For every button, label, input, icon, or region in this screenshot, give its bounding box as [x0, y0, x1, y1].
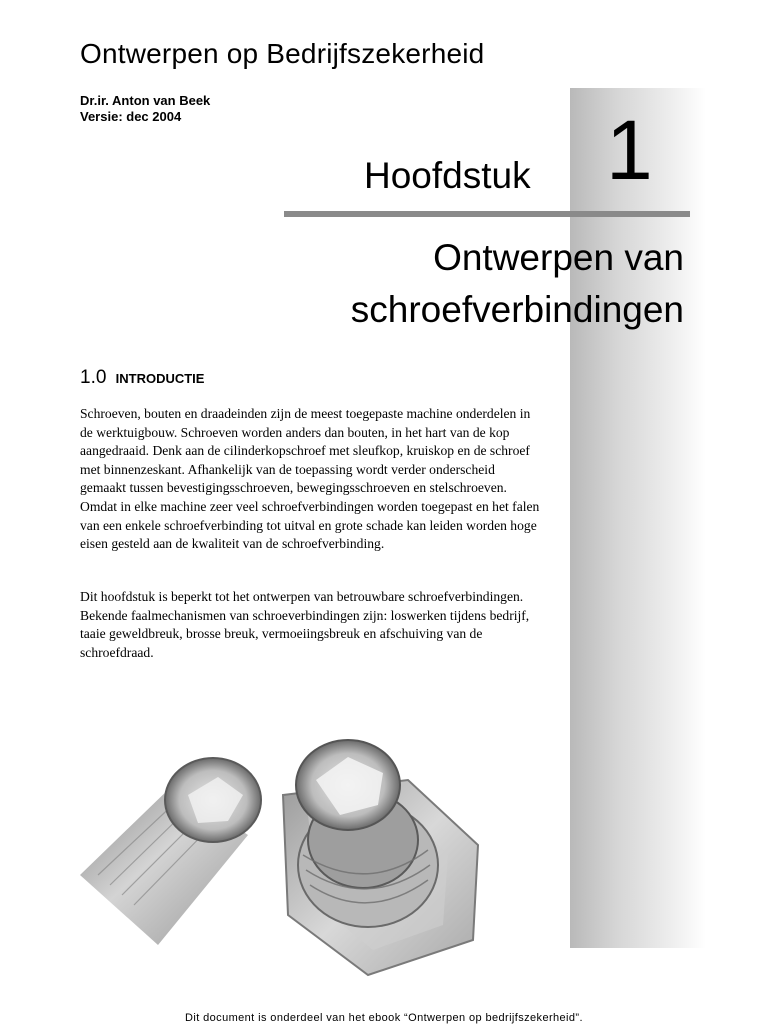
- chapter-divider: [284, 211, 690, 217]
- version-label: Versie: dec 2004: [80, 109, 182, 124]
- chapter-title-line-2: schroefverbindingen: [350, 289, 684, 330]
- author-name: Dr.ir. Anton van Beek: [80, 93, 211, 108]
- chapter-label: Hoofdstuk: [364, 155, 531, 196]
- chapter-title: [351, 232, 684, 336]
- section-heading: [80, 366, 204, 389]
- paragraph-scope: Dit hoofdstuk is beperkt tot het ontwerpen van betrouwbare schroefverbindingen. Bekende faalmechanismen van schroeverbindingen zijn: loswerken tijdens bedrijf, taaie geweldbreuk, brosse breuk, vermoeiingsbreuk en afschuiving van de schroefdraad.: [80, 589, 530, 660]
- section-number: 1.0: [80, 367, 107, 388]
- chapter-title-line-1: Ontwerpen van: [433, 237, 684, 278]
- paragraph-intro: Schroeven, bouten en draadeinden zijn de meest toegepaste machine onderdelen in de werktuigbouw. Schroeven worden anders dan bouten, in het hart van de kop aangedraaid. Denk aan de cilinderkopschroef met sleufkop, kruiskop en de schroef met binnenzeskant. Afhankelijk van de toepassing wordt verder onderscheid gemaakt tussen bevestigingsschroeven, bewegingsschroeven en stelschroeven. Omdat in elke machine zeer veel schroefverbindingen worden toegepast en het falen van een enkele schroefverbinding tot uitval en grote schade kan leiden worden hoge eisen gesteld aan de kwaliteit van de schroefverbinding.: [80, 406, 540, 552]
- chapter-number: 1: [606, 103, 653, 197]
- decorative-gray-band: [570, 88, 706, 948]
- author-block: [80, 93, 210, 125]
- footer-note: Dit document is onderdeel van het ebook “Ontwerpen op bedrijfszekerheid”.: [185, 1012, 583, 1024]
- document-title: Ontwerpen op Bedrijfszekerheid: [80, 38, 485, 69]
- section-label: INTRODUCTIE: [115, 371, 205, 386]
- broken-bolt-photo: [78, 725, 508, 985]
